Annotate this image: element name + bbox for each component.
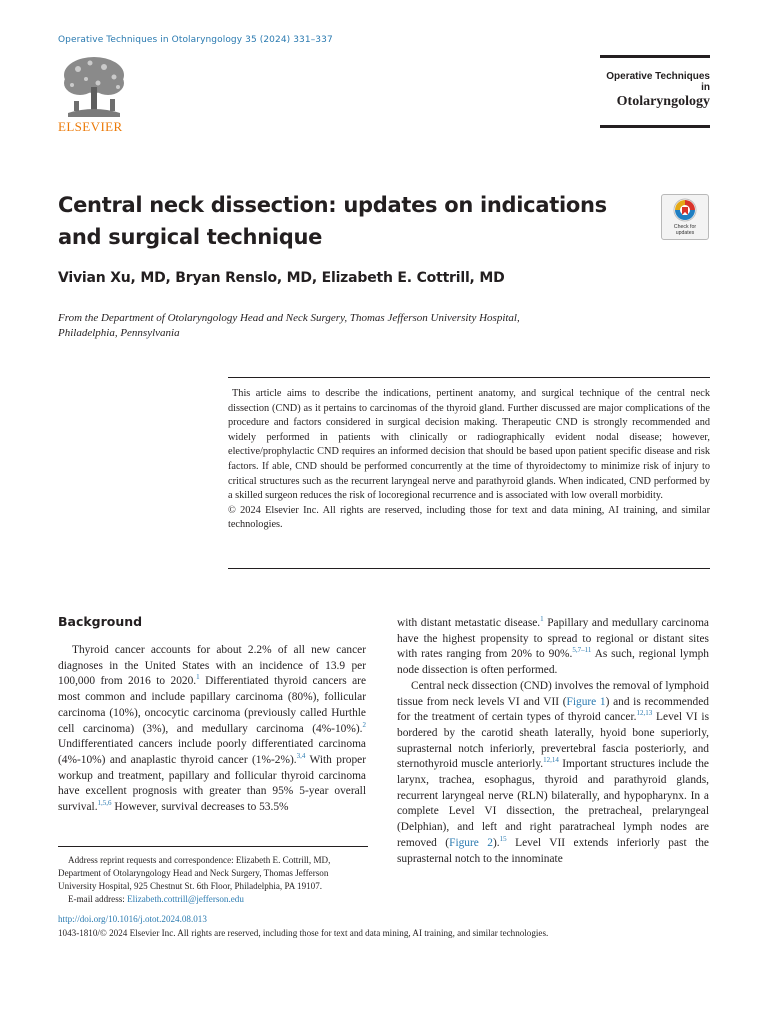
citation-link[interactable]: 12,14: [543, 756, 559, 765]
masthead-rule-top: [600, 55, 710, 58]
correspondence-footnote: [58, 854, 368, 906]
citation-link[interactable]: 5,7–11: [572, 646, 592, 655]
abstract-rule-top: [228, 377, 710, 378]
email-link[interactable]: Elizabeth.cottrill@jefferson.edu: [127, 894, 244, 904]
citation-link[interactable]: 1: [196, 673, 200, 682]
affiliation: From the Department of Otolaryngology Head and Neck Surgery, Thomas Jefferson University Hospital, Philadelphia, Pennsylvania: [58, 312, 520, 339]
masthead-journal-name: Otolaryngology: [616, 94, 710, 109]
elsevier-wordmark: ELSEVIER: [58, 119, 123, 134]
svg-text:updates: updates: [675, 230, 695, 236]
paragraph: with distant metastatic disease.$^1$ Papillary and medullary carcinoma have the highest propensity to spread to regional or distant sites with rates ranging from 20% to 90%.$^{5,7-11}$ As such, regional lymph node dissection is often performed.: [397, 615, 710, 677]
svg-text:Check for: Check for: [673, 224, 697, 230]
body-column-right: [397, 616, 709, 867]
abstract-copyright: © 2024 Elsevier Inc. All rights are reserved, including those for text and data mining, AI training, and similar technologies.: [228, 504, 710, 531]
citation-link[interactable]: 2: [362, 720, 366, 729]
check-updates-icon: [662, 195, 708, 239]
check-for-updates-button[interactable]: [661, 194, 709, 240]
paragraph: Central neck dissection (CND) involves the removal of lymphoid tissue from neck levels VI and VII (Figure 1) and is recommended for the treatment of certain types of thyroid cancer.$^{12,13}$ Level VI is bordered by the carotid sheath laterally, hyoid bone superiorly, suprasternal notch inferiorly, prevertebral fascia posteriorly, and sternothyroid muscle anteriorly.$^{12,14}$ Important structures include the larynx, trachea, esophagus, thyroid and parathyroid glands, recurrent laryngeal nerve (RLN) bilaterally, and hypopharynx. In a complete Level VI dissection, the pretracheal, prelaryngeal (Delphian), and left and right paratracheal lymph nodes are removed (Figure 2).$^{15}$ Level VII extends inferiorly past the suprasternal notch to the innominate: [397, 679, 710, 865]
figure-1-link[interactable]: Figure 1: [566, 695, 606, 708]
citation-link[interactable]: 12,13: [636, 709, 653, 718]
journal-citation-link[interactable]: Operative Techniques in Otolaryngology 35 (2024) 331–337: [58, 35, 333, 45]
doi-link[interactable]: http://doi.org/10.1016/j.otot.2024.08.013: [58, 914, 207, 924]
masthead-rule-bottom: [600, 125, 710, 128]
issn-copyright: 1043-1810/© 2024 Elsevier Inc. All rights are reserved, including those for text and data mining, AI training, and similar technologies.: [58, 928, 549, 938]
correspondence-text: Address reprint requests and correspondence: Elizabeth E. Cottrill, MD, Department of Otolaryngology Head and Neck Surgery, Thomas Jefferson University Hospital, 925 Chestnut St. 6th Floor, Philadelphia, PA 19107.: [58, 855, 331, 891]
abstract-rule-bottom: [228, 568, 710, 569]
abstract-text: This article aims to describe the indications, pertinent anatomy, and surgical technique of the central neck dissection (CND) as it pertains to carcinomas of the thyroid gland. Further discussed are major complications of the procedure and factors considered in surgical decision making. Therapeutic CND is strongly recommended and widely performed in patients with clinically or radiographically evident nodal disease; however, elective/prophylactic CND requires an informed decision that should be based upon patient specific disease and risk factors. If able, CND should be performed concurrently at the time of thyroidectomy to minimize risk of injury to critical structures such as the recurrent laryngeal nerve and parathyroid glands. When indicated, CND performed by a skilled surgeon reduces the risk of locoregional recurrence and is associated with low overall morbidity.: [228, 388, 710, 502]
abstract: [228, 387, 710, 533]
author-list: Vivian Xu, MD, Bryan Renslo, MD, Elizabeth E. Cottrill, MD: [58, 270, 505, 286]
section-heading-background: Background: [58, 614, 143, 629]
footnote-rule: [58, 846, 368, 847]
article-title: Central neck dissection: updates on indications and surgical technique: [58, 193, 607, 249]
paragraph: Thyroid cancer accounts for about 2.2% of all new cancer diagnoses in the United States with an incidence of 13.9 per 100,000 from 2016 to 2020.$^1$ Differentiated thyroid cancers are most common and include papillary carcinoma (80%), follicular carcinoma (10%), oncocytic carcinoma (previously called Hurthle cell carcinoma) (3%), and medullary carcinoma (4%-10%).$^2$ Undifferentiated cancers include poorly differentiated carcinoma (4%-10%) and anaplastic thyroid cancer (1%-2%).$^{3,4}$ With proper workup and treatment, papillary and follicular thyroid carcinoma have excellent prognosis with greater than 95% 5-year overall survival.$^{1,5,6}$ However, survival decreases to 53.5%: [58, 644, 366, 814]
citation-link[interactable]: 15: [499, 835, 507, 844]
body-column-left: [58, 643, 366, 816]
citation-link[interactable]: 3,4: [296, 752, 306, 761]
citation-link[interactable]: 1,5,6: [97, 799, 112, 808]
figure-2-link[interactable]: Figure 2: [449, 836, 493, 849]
masthead-series: Operative Techniques in: [606, 71, 710, 93]
citation-link[interactable]: 1: [540, 615, 544, 624]
email-line: E-mail address: Elizabeth.cottrill@jefferson.edu: [68, 894, 244, 904]
